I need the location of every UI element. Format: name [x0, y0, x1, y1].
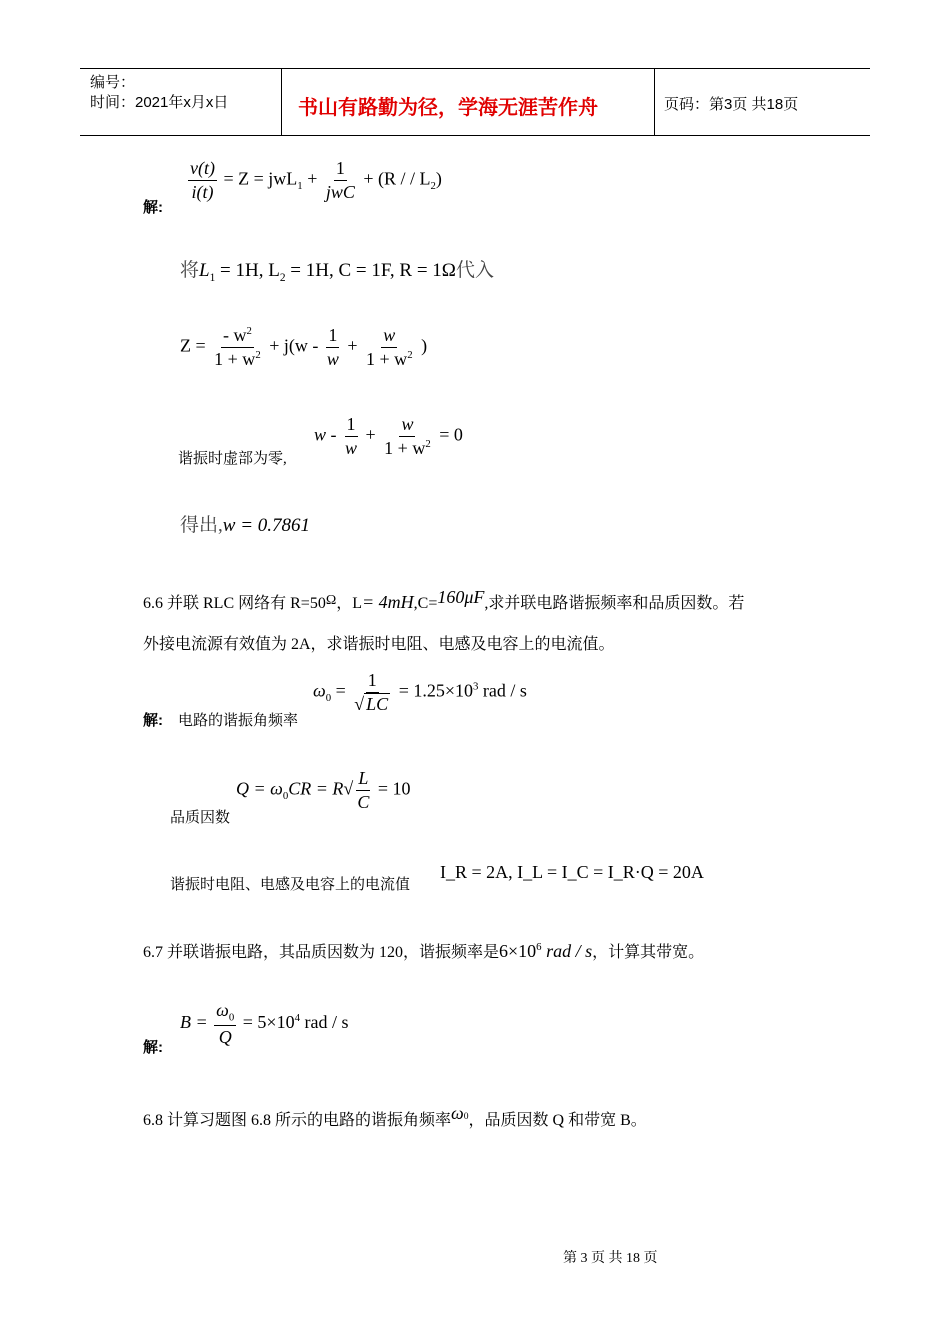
header-bottom-rule — [80, 135, 870, 136]
header-divider-left — [281, 68, 282, 136]
problem-6-6-line1: 6.6 并联 RLC 网络有 R=50Ω，L= 4mH,C=160μF,求并联电路谐振频率和品质因数。若 — [143, 587, 745, 612]
result-line: 得出,w = 0.7861 — [180, 515, 311, 536]
z-expression: Z = $\frac{- w^2}{1 + w^2}$ + j(w - $\frac{1}{w}$ + $\frac{w}{1 + w^2}$ ) — [180, 325, 428, 369]
solution-label-6-6: 解: — [143, 712, 163, 729]
doc-number-label: 编号： — [90, 74, 136, 91]
solution-label-6-7: 解: — [143, 1039, 163, 1056]
resonance-frequency-label: 电路的谐振角频率 — [178, 713, 299, 729]
resonance-text: 谐振时虚部为零, — [178, 451, 287, 467]
quality-factor-equation: $Q = \omega_0CR = R√$ $\frac{L}{C}$ = 10 — [236, 768, 411, 812]
resonance-equation: w - $\frac{1}{w}$ + $\frac{w}{1 + w^2}$ = 0 — [314, 414, 463, 458]
bandwidth-equation: B = $\frac{\omega_0}{Q}$ = $5\times 10^4$ rad / s — [180, 1000, 349, 1047]
problem-6-8: 6.8 计算习题图 6.8 所示的电路的谐振角频率$\omega_0$，品质因数 Q 和带宽 B。 — [143, 1103, 647, 1129]
substitution-line: 将$L_1 = 1H$, $L_2 = 1H$, C = 1F, R = 1Ω代入 — [180, 260, 494, 284]
header-divider-right — [654, 68, 655, 136]
omega0-equation: $\omega_0$ = $\frac{1}{√ LC}$ = $1.25\times 10^3$ rad / s — [313, 670, 527, 714]
header-motto: 书山有路勤为径，学海无涯苦作舟 — [298, 97, 598, 119]
impedance-equation: $\frac{v(t)}{i(t)}$ = Z = jwL$_1$ + $\frac{1}{\text{jwC}}$ + (R / / $L_2$) — [190, 158, 442, 202]
page-indicator: 页码：第3页 共18页 — [664, 96, 799, 113]
header-top-rule — [80, 68, 870, 69]
problem-6-6-line2: 外接电流源有效值为 2A，求谐振时电阻、电感及电容上的电流值。 — [143, 636, 615, 653]
page-footer: 第 3 页 共 18 页 — [563, 1251, 658, 1266]
doc-time-label: 时间：2021年x月x日 — [90, 94, 229, 111]
quality-factor-label: 品质因数 — [170, 810, 231, 826]
current-values-text: 谐振时电阻、电感及电容上的电流值 — [170, 877, 411, 893]
solution-label: 解: — [143, 199, 163, 216]
current-values-equation: I_R = 2A, I_L = I_C = I_R·Q = 20A — [440, 862, 704, 882]
problem-6-7: 6.7 并联谐振电路，其品质因数为 120，谐振频率是$6\times 10^6$ rad / s，计算其带宽。 — [143, 941, 705, 961]
